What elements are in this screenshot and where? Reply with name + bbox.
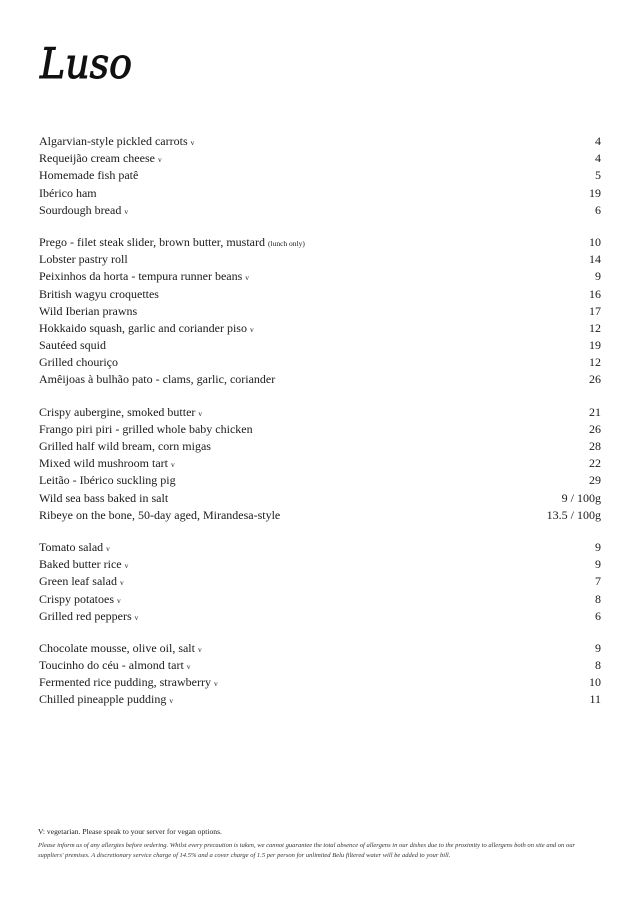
menu-item-name: British wagyu croquettes [39,286,159,301]
menu-item [39,507,601,524]
menu-item-price: 28 [589,439,601,453]
menu-item-name: Lobster pastry roll [39,252,128,267]
menu-item-price: 21 [589,404,601,419]
menu-item-name: Leitão - Ibérico suckling pig [39,473,176,488]
menu-item [39,286,601,303]
menu-section [39,133,601,219]
menu-item-price: 16 [589,286,601,301]
menu-section [39,234,601,389]
menu-item-price: 9 [595,269,601,284]
menu-item-name: Toucinho do céu - almond tart [39,658,184,673]
menu-item-price: 26 [589,372,601,387]
menu-item-name-wrap [39,455,589,473]
menu-item [39,251,601,268]
menu-item [39,371,601,388]
menu-item-price: 9 [595,539,601,554]
menu-item [39,320,601,337]
menu-item-price: 4 [595,151,601,166]
menu-item [39,573,601,590]
menu-item [39,303,601,320]
menu-item-name: Mixed wild mushroom tart [39,456,168,471]
menu-item-name-wrap [39,421,589,438]
menu-item [39,133,601,150]
menu-item-name: Ibérico ham [39,185,97,200]
menu-item [39,202,601,219]
menu-item [39,674,601,691]
menu-item-name-wrap [39,251,589,268]
menu-item-price: 29 [589,473,601,488]
menu-item-name-wrap [39,573,595,591]
menu-item-name: Crispy potatoes [39,591,114,606]
menu-item-name: Algarvian-style pickled carrots [39,134,188,148]
menu-item-price: 17 [589,303,601,318]
vegetarian-mark: v [197,644,202,654]
menu-section [39,640,601,709]
menu-item [39,657,601,674]
menu-item-price: 13.5 / 100g [546,507,601,522]
menu-item [39,591,601,608]
menu-item-name: Grilled chouriço [39,355,118,370]
menu-item-name: Wild sea bass baked in salt [39,490,169,505]
menu-item-name: Prego - filet steak slider, brown butter, mustard [39,234,265,249]
menu-list [39,133,601,724]
menu-item-name: Sautéed squid [39,338,106,353]
menu-item-price: 6 [595,608,601,623]
menu-item [39,404,601,421]
menu-item-name-wrap [39,591,595,609]
menu-item [39,438,601,455]
luso-logo-text: Luso [39,39,132,88]
menu-item-name-wrap [39,691,589,709]
menu-item-price: 10 [589,234,601,249]
menu-item-price: 22 [589,456,601,471]
menu-item-price: 9 / 100g [561,490,601,505]
menu-item-price: 8 [595,591,601,606]
menu-item [39,234,601,251]
menu-item-name-wrap [39,150,595,168]
menu-item-price: 10 [589,675,601,690]
vegetarian-mark: v [213,679,218,689]
menu-item [39,640,601,657]
menu-item-name-wrap [39,674,589,692]
menu-item-name: Hokkaido squash, garlic and coriander piso [39,320,247,335]
menu-item-name-wrap [39,640,595,658]
menu-item-name-wrap [39,507,547,524]
menu-item [39,268,601,285]
menu-item [39,691,601,708]
menu-item-note: (lunch only) [267,238,305,248]
menu-item-name-wrap [39,167,595,184]
menu-item-name-wrap [39,202,595,220]
vegetarian-mark: v [124,561,129,571]
menu-item-price: 12 [589,355,601,370]
menu-item-price: 4 [595,134,601,148]
menu-section [39,404,601,524]
menu-item [39,539,601,556]
vegetarian-mark: v [106,543,110,553]
menu-item-price: 9 [595,557,601,572]
menu-item [39,185,601,202]
menu-item-name-wrap [39,268,595,286]
menu-item-price: 9 [595,640,601,655]
vegetarian-mark: v [190,138,195,147]
menu-item-name: Crispy aubergine, smoked butter [39,404,196,419]
menu-item-name-wrap [39,608,595,626]
menu-item [39,490,601,507]
menu-item [39,608,601,625]
vegetarian-mark: v [169,696,174,706]
menu-item-name: Frango piri piri - grilled whole baby chicken [39,421,253,436]
vegetarian-mark: v [186,662,191,672]
menu-item-name-wrap [39,286,589,303]
menu-item-price: 6 [595,202,601,217]
vegetarian-mark: v [119,578,124,588]
menu-item [39,421,601,438]
menu-item [39,354,601,371]
vegetarian-mark: v [134,612,139,622]
menu-item-name: Homemade fish patê [39,168,139,183]
menu-item [39,455,601,472]
menu-item-name-wrap [39,490,562,507]
footer [38,826,600,861]
menu-item-name: Green leaf salad [39,574,117,589]
vegetarian-mark: v [245,273,250,283]
vegetarian-mark: v [157,155,162,165]
menu-item-price: 8 [595,658,601,673]
menu-item-name: Baked butter rice [39,557,122,572]
vegetarian-mark: v [117,595,121,605]
luso-logo [38,34,138,90]
menu-item-name: Wild Iberian prawns [39,303,138,318]
menu-item-price: 11 [589,692,601,707]
menu-item-name-wrap [39,371,589,388]
menu-item [39,150,601,167]
menu-item-price: 5 [595,168,601,183]
menu-item-price: 26 [589,421,601,436]
menu-item-price: 19 [589,338,601,353]
vegetarian-mark: v [171,460,175,470]
menu-item-price: 7 [595,574,601,589]
menu-item-name-wrap [39,438,589,455]
menu-item-name-wrap [39,556,595,574]
menu-item [39,337,601,354]
menu-item-price: 14 [589,252,601,267]
menu-item-name-wrap [39,133,595,151]
menu-section [39,539,601,625]
menu-item-name-wrap [39,539,595,557]
menu-item-name-wrap [39,472,589,489]
menu-item-name: Peixinhos da horta - tempura runner beans [39,269,243,284]
menu-item-name: Chocolate mousse, olive oil, salt [39,640,195,655]
vegetarian-mark: v [124,206,129,216]
menu-item-name: Grilled red peppers [39,608,132,623]
allergy-disclaimer: Please inform us of any allergies before ordering. Whilst every precaution is taken, we cannot guarantee the total absence of allergens in our dishes due to the proximity to allergens both on site and on our suppliers' premises. A discretionary service charge of 14.5% and a cover charge of 1.5 per person for unlimited Belu filtered water will be added to your bill. [38,842,576,859]
menu-item-name: Chilled pineapple pudding [39,692,167,707]
menu-item-name-wrap [39,320,589,338]
menu-item-name: Ribeye on the bone, 50-day aged, Mirandesa-style [39,507,281,522]
menu-item [39,167,601,184]
menu-item-name: Requeijão cream cheese [39,151,155,166]
menu-item-name-wrap [39,404,589,422]
menu-item-name: Fermented rice pudding, strawberry [39,675,211,690]
menu-item-name-wrap [39,657,595,675]
menu-item-price: 12 [589,320,601,335]
vegetarian-note: V: vegetarian. Please speak to your server for vegan options. [38,827,222,836]
vegetarian-mark: v [198,408,203,418]
menu-item [39,472,601,489]
menu-item [39,556,601,573]
menu-item-name: Sourdough bread [39,202,122,217]
menu-item-price: 19 [589,185,601,200]
menu-item-name: Amêijoas à bulhão pato - clams, garlic, coriander [39,372,276,387]
menu-item-name-wrap [39,337,589,354]
vegetarian-mark: v [249,324,254,334]
menu-item-name: Tomato salad [39,539,104,554]
menu-item-name: Grilled half wild bream, corn migas [39,439,211,453]
menu-item-name-wrap [39,185,589,202]
menu-item-name-wrap [39,354,589,371]
menu-item-name-wrap [39,303,589,320]
menu-item-name-wrap [39,234,589,252]
